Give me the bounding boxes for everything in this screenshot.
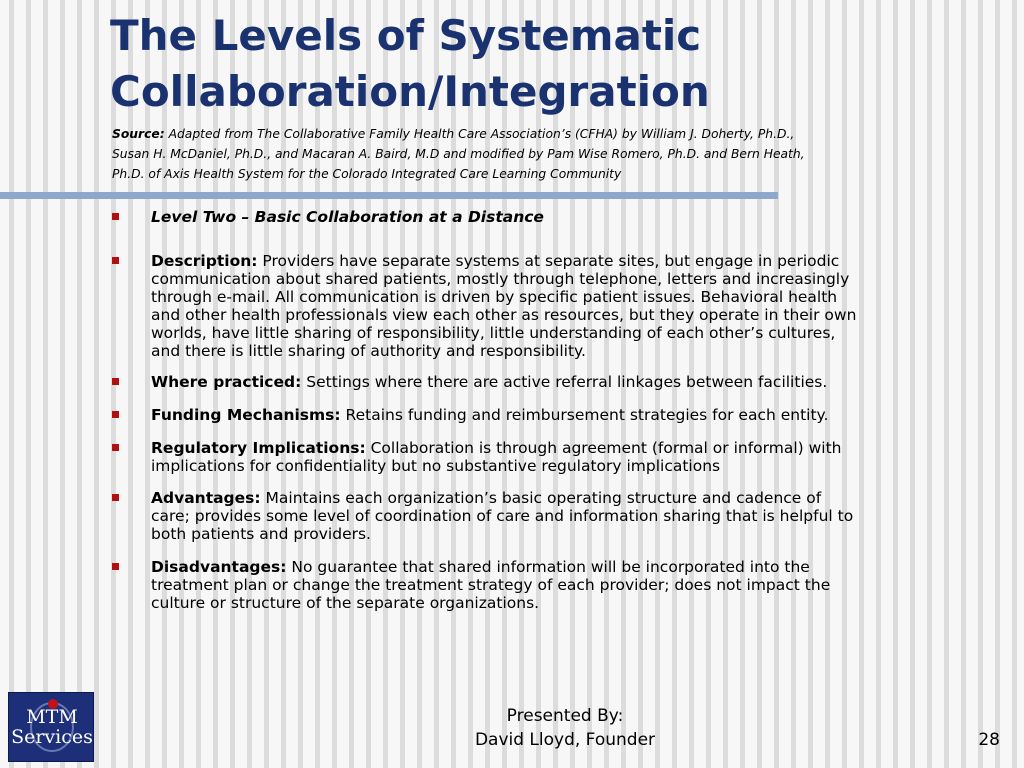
presenter-line: David Lloyd, Founder <box>474 730 656 750</box>
level-heading: Level Two – Basic Collaboration at a Distance <box>151 208 544 226</box>
page-number: 28 <box>978 730 1000 750</box>
bullet-line: implications for confidentiality but no substantive regulatory implications <box>151 457 721 475</box>
bullet-line: Providers have separate systems at separate sites, but engage in periodic <box>257 252 840 270</box>
bullet-label: Description: <box>151 252 258 270</box>
bullet-line: Retains funding and reimbursement strategies for each entity. <box>340 406 829 424</box>
bullet-line: through e-mail. All communication is driven by specific patient issues. Behavioral health <box>151 288 838 306</box>
bullet-label: Advantages: <box>151 489 261 507</box>
bullet-line: and other health professionals view each other as resources, but they operate in their own <box>151 306 857 324</box>
bullet-line: care; provides some level of coordination of care and information sharing that is helpful to <box>151 507 854 525</box>
presenter-line: Presented By: <box>506 706 624 726</box>
square-bullet-icon <box>112 563 119 570</box>
mtm-services-logo <box>8 692 94 762</box>
bullet-line: Settings where there are active referral linkages between facilities. <box>301 373 828 391</box>
bullet-label: Where practiced: <box>151 373 302 391</box>
bullet-line: No guarantee that shared information will be incorporated into the <box>286 558 810 576</box>
logo-line-2: Services <box>11 726 93 748</box>
source-line: Susan H. McDaniel, Ph.D., and Macaran A. Baird, M.D and modified by Pam Wise Romero, Ph.D. and Bern Heath, <box>112 147 805 161</box>
square-bullet-icon <box>112 213 119 220</box>
source-label: Source: <box>112 127 165 141</box>
slide-title-line: Collaboration/Integration <box>110 67 710 116</box>
bullet-line: culture or structure of the separate organizations. <box>151 594 540 612</box>
presenter-credit <box>440 704 690 752</box>
divider-bar <box>0 192 778 199</box>
bullet-line: communication about shared patients, mostly through telephone, letters and increasingly <box>151 270 850 288</box>
square-bullet-icon <box>112 494 119 501</box>
source-line: Adapted from The Collaborative Family Health Care Association’s (CFHA) by William J. Doherty, Ph.D., <box>168 127 795 141</box>
slide-title <box>110 8 910 120</box>
source-citation <box>112 124 972 184</box>
bullet-label: Funding Mechanisms: <box>151 406 341 424</box>
square-bullet-icon <box>112 411 119 418</box>
square-bullet-icon <box>112 257 119 264</box>
square-bullet-icon <box>112 444 119 451</box>
bullet-line: treatment plan or change the treatment strategy of each provider; does not impact the <box>151 576 831 594</box>
bullet-line: and there is little sharing of authority and responsibility. <box>151 342 586 360</box>
bullet-label: Disadvantages: <box>151 558 287 576</box>
square-bullet-icon <box>112 378 119 385</box>
logo-line-1: MTM <box>26 706 78 728</box>
bullet-label: Regulatory Implications: <box>151 439 366 457</box>
bullet-line: both patients and providers. <box>151 525 371 543</box>
bullet-line: Collaboration is through agreement (formal or informal) with <box>365 439 842 457</box>
slide-title-line: The Levels of Systematic <box>110 11 702 60</box>
source-line: Ph.D. of Axis Health System for the Colorado Integrated Care Learning Community <box>112 167 622 181</box>
bullet-line: worlds, have little sharing of responsibility, little understanding of each other’s cultures, <box>151 324 836 342</box>
bullet-line: Maintains each organization’s basic operating structure and cadence of <box>260 489 822 507</box>
